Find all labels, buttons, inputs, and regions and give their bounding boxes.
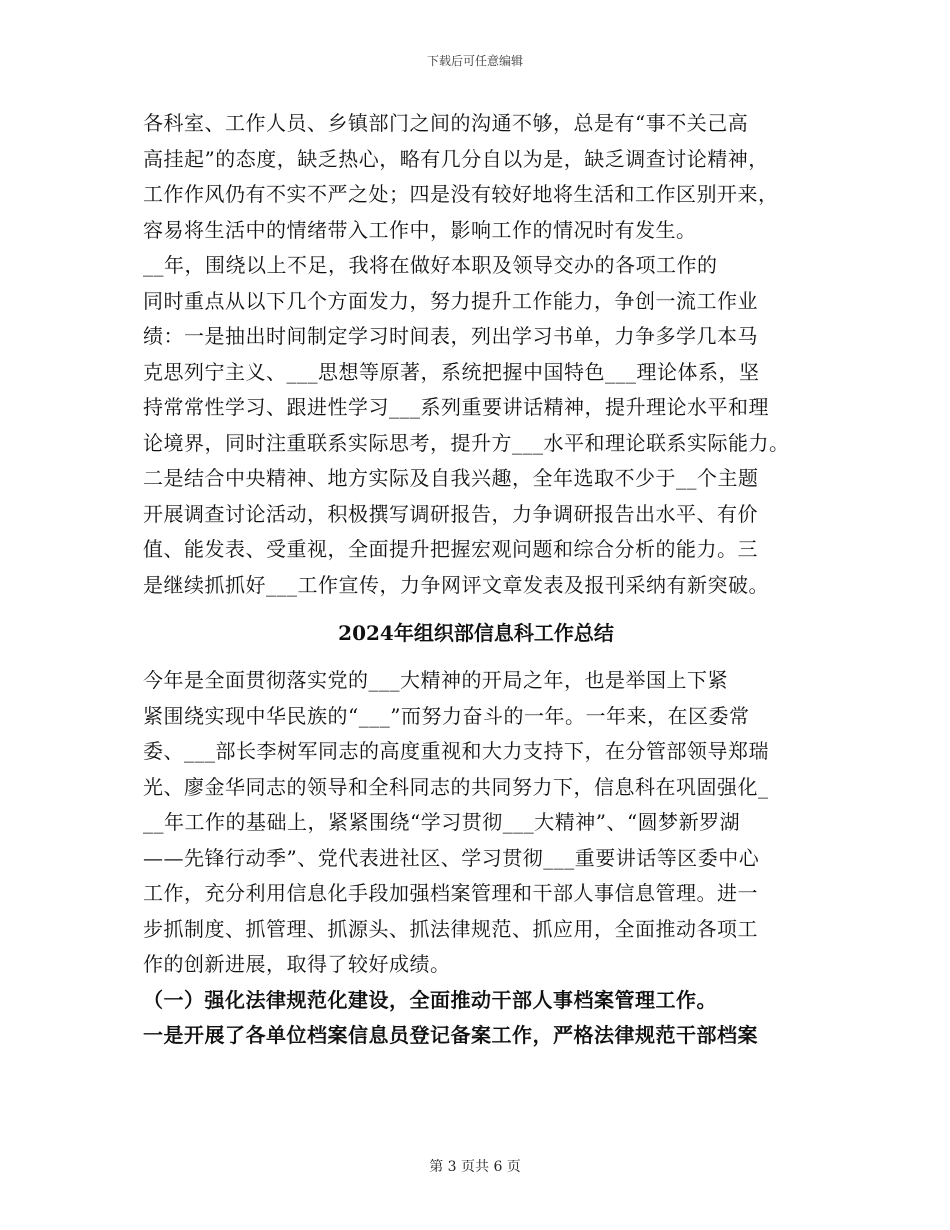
text-line: 工作作风仍有不实不严之处；四是没有较好地将生活和工作区别开来，: [143, 182, 779, 206]
text-line: 步抓制度、抓管理、抓源头、抓法律规范、抓应用，全面推动各项工: [143, 916, 758, 941]
text-line: 委、___部长李树军同志的高度重视和大力支持下，在分管部领导郑瑞: [143, 739, 769, 763]
text-line: __年工作的基础上，紧紧围绕“学习贯彻___大精神”、“圆梦新罗湖: [143, 810, 741, 834]
text-line: 论境界，同时注重联系实际思考，提升方___水平和理论联系实际能力。: [143, 430, 790, 455]
bold-heading-line: （一）强化法律规范化建设，全面推动干部人事档案管理工作。: [143, 987, 717, 1012]
text-line: 持常常性学习、跟进性学习___系列重要讲话精神，提升理论水平和理: [143, 395, 769, 419]
text-line: 高挂起”的态度，缺乏热心，略有几分自以为是，缺乏调查讨论精神，: [143, 146, 769, 171]
text-line: ——先锋行动季”、党代表进社区、学习贯彻___重要讲话等区委中心: [143, 845, 760, 870]
paragraph-block-2: [143, 663, 809, 1054]
bold-text-line: 一是开展了各单位档案信息员登记备案工作，严格法律规范干部档案: [143, 1023, 758, 1047]
text-line: 是继续抓抓好___工作宣传，力争网评文章发表及报刊采纳有新突破。: [143, 572, 769, 597]
text-line: 紧围绕实现中华民族的“___”而努力奋斗的一年。一年来，在区委常: [143, 703, 750, 728]
paragraph-block-1: [143, 106, 809, 603]
page-footer: 第 3 页共 6 页: [429, 1159, 521, 1175]
document-body: [143, 106, 809, 1054]
document-title: 2024年组织部信息科工作总结: [338, 621, 614, 645]
text-line: 绩：一是抽出时间制定学习时间表，列出学习书单，力争多学几本马: [143, 324, 758, 348]
text-line: 容易将生活中的情绪带入工作中，影响工作的情况时有发生。: [143, 217, 697, 242]
text-line: 作的创新进展，取得了较好成绩。: [143, 952, 451, 976]
text-line: 各科室、工作人员、乡镇部门之间的沟通不够，总是有“事不关己高: [143, 111, 749, 135]
text-line: 值、能发表、受重视，全面提升把握宏观问题和综合分析的能力。三: [143, 537, 758, 561]
text-line: 开展调查讨论活动，积极撰写调研报告，力争调研报告出水平、有价: [143, 501, 758, 526]
text-line: __年，围绕以上不足，我将在做好本职及领导交办的各项工作的: [143, 253, 718, 277]
text-line: 克思列宁主义、___思想等原著，系统把握中国特色___理论体系，坚: [143, 359, 760, 384]
text-line: 工作，充分利用信息化手段加强档案管理和干部人事信息管理。进一: [143, 881, 758, 905]
text-line: 同时重点从以下几个方面发力，努力提升工作能力，争创一流工作业: [143, 288, 758, 313]
page-header: 下载后可任意编辑: [426, 54, 523, 68]
text-line: 今年是全面贯彻落实党的___大精神的开局之年，也是举国上下紧: [143, 668, 728, 692]
text-line: 二是结合中央精神、地方实际及自我兴趣，全年选取不少于__个主题: [143, 466, 759, 490]
text-line: 光、廖金华同志的领导和全科同志的共同努力下，信息科在巩固强化_: [143, 774, 769, 799]
